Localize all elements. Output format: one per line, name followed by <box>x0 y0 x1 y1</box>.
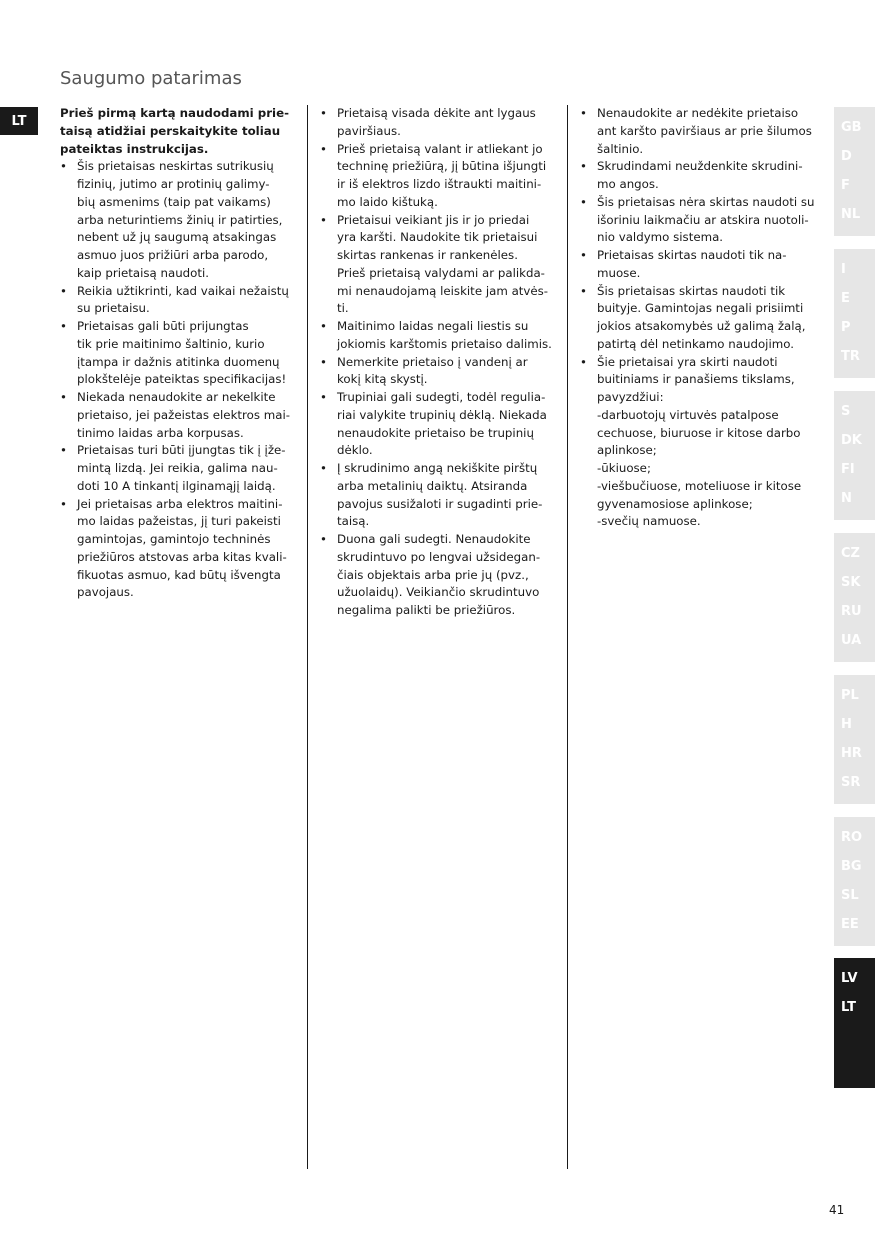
language-group <box>834 958 875 1088</box>
bullet-icon: • <box>580 354 587 369</box>
list-item-text: Prieš prietaisą valant ir atliekant jo techninę priežiūrą, jį būtina išjungti ir iš elektros lizdo ištraukti maitini- mo laido kištuką. <box>337 141 547 209</box>
list-item-text: Prietaisas gali būti prijungtas tik prie maitinimo šaltinio, kurio įtampa ir dažnis atitinka duomenų plokštelėje pateiktas specifikacijas! <box>77 319 287 387</box>
list-item-text: Trupiniai gali sudegti, todėl regulia- riai valykite trupinių dėklą. Niekada nenaudokite prietaiso be trupinių dėklo. <box>337 390 547 458</box>
bullet-icon: • <box>320 106 327 120</box>
list-item <box>580 283 818 354</box>
list-item <box>320 354 558 390</box>
list-item-text: Nenaudokite ar nedėkite prietaiso ant karšto paviršiaus ar prie šilumos šaltinio. <box>597 106 812 156</box>
language-code[interactable]: P <box>841 320 851 335</box>
list-item-text: Maitinimo laidas negali liestis su jokiomis karštomis prietaiso dalimis. <box>337 319 552 351</box>
language-code[interactable]: N <box>841 491 852 506</box>
language-code[interactable]: LV <box>841 971 858 986</box>
language-code[interactable]: FI <box>841 462 855 477</box>
bullet-icon: • <box>580 194 587 209</box>
column-1 <box>60 105 296 602</box>
language-code[interactable]: E <box>841 291 850 306</box>
list-item <box>580 105 818 158</box>
list-item-text: Jei prietaisas arba elektros maitini- mo laidas pažeistas, jį turi pakeisti gamintojas, gamintojo techninės priežiūros atstovas arba kitas kvali- fikuotas asmuo, kad būtų išvengta pavojaus. <box>77 496 287 600</box>
bullet-icon: • <box>60 496 67 511</box>
language-code[interactable]: NL <box>841 207 861 222</box>
list-item-text: Į skrudinimo angą nekiškite pirštų arba metalinių daiktų. Atsiranda pavojus susižaloti ir sugadinti prie- taisą. <box>337 461 543 529</box>
list-item <box>320 318 558 354</box>
page-number: 41 <box>829 1203 845 1217</box>
bullet-icon: • <box>60 283 67 298</box>
list-item-text: Skrudindami neuždenkite skrudini- mo angos. <box>597 159 803 191</box>
language-group <box>834 533 875 662</box>
bullet-icon: • <box>580 283 587 298</box>
page-title: Saugumo patarimas <box>60 68 242 89</box>
list-item <box>320 105 558 141</box>
list-item <box>320 389 558 460</box>
list-item <box>60 389 296 442</box>
bullet-icon: • <box>60 390 67 404</box>
safety-list <box>60 158 296 602</box>
bullet-icon: • <box>60 319 67 333</box>
language-code[interactable]: I <box>841 262 846 277</box>
list-item-text: Šie prietaisai yra skirti naudoti buitiniams ir panašiems tikslams, pavyzdžiui: -darbuotojų virtuvės patalpose cechuose, biuruose ir kitose darbo aplinkose; -ūkiuose; -viešbučiuose, moteliuose ir kitose gyvenamosiose aplinkose; -svečių namuose. <box>597 354 802 529</box>
list-item-text: Reikia užtikrinti, kad vaikai nežaistų su prietaisu. <box>77 283 289 316</box>
language-code[interactable]: D <box>841 149 852 164</box>
language-code[interactable]: EE <box>841 917 859 932</box>
list-item <box>320 460 558 531</box>
list-item <box>320 141 558 212</box>
language-code[interactable]: UA <box>841 633 862 648</box>
column-divider <box>307 105 308 1169</box>
language-code[interactable]: RU <box>841 604 862 619</box>
language-code[interactable]: TR <box>841 349 860 364</box>
language-group <box>834 817 875 946</box>
bullet-icon: • <box>60 159 67 174</box>
list-item <box>320 531 558 620</box>
bullet-icon: • <box>320 532 327 546</box>
list-item-text: Prietaisas skirtas naudoti tik na- muose. <box>597 248 787 280</box>
bullet-icon: • <box>320 461 327 475</box>
bullet-icon: • <box>320 141 327 156</box>
bullet-icon: • <box>580 106 587 120</box>
bullet-icon: • <box>320 390 327 404</box>
list-item <box>60 158 296 282</box>
list-item <box>320 212 558 319</box>
column-3 <box>580 105 818 531</box>
language-group <box>834 675 875 804</box>
list-item <box>580 158 818 194</box>
list-item <box>580 194 818 247</box>
list-item <box>60 318 296 389</box>
language-code[interactable]: SK <box>841 575 861 590</box>
language-code[interactable]: RO <box>841 830 863 845</box>
list-item-text: Prietaisui veikiant jis ir jo priedai yra karšti. Naudokite tik prietaisui skirtas rankenas ir rankenėles. Prieš prietaisą valydami ar palikda- mi nenaudojamą leiskite jam atvės- ti. <box>337 212 549 316</box>
language-code[interactable]: SR <box>841 775 861 790</box>
bullet-icon: • <box>320 354 327 369</box>
language-code[interactable]: PL <box>841 688 859 703</box>
language-group <box>834 107 875 236</box>
language-code[interactable]: H <box>841 717 852 732</box>
intro-text: Prieš pirmą kartą naudodami prie- taisą atidžiai perskaitykite toliau pateiktas instrukcijas. <box>60 106 289 156</box>
language-code[interactable]: GB <box>841 120 862 135</box>
language-code[interactable]: S <box>841 404 851 419</box>
language-code[interactable]: DK <box>841 433 862 448</box>
bullet-icon: • <box>320 212 327 227</box>
language-code[interactable]: SL <box>841 888 859 903</box>
list-item-text: Šis prietaisas skirtas naudoti tik buityje. Gamintojas negali prisiimti jokios atsakomybės už galimą žalą, patirtą dėl netinkamo naudojimo. <box>597 283 806 351</box>
list-item-text: Prietaisą visada dėkite ant lygaus paviršiaus. <box>337 106 536 138</box>
list-item-text: Niekada nenaudokite ar nekelkite prietaiso, jei pažeistas elektros mai- tinimo laidas arba korpusas. <box>77 390 290 440</box>
language-code[interactable]: BG <box>841 859 862 874</box>
list-item-text: Šis prietaisas neskirtas sutrikusių fizinių, jutimo ar protinių galimy- bių asmenims (taip pat vaikams) arba neturintiems žinių ir patirties, nebent už jų saugumą atsakingas asmuo juos prižiūri arba parodo, kaip prietaisą naudoti. <box>77 159 283 280</box>
bullet-icon: • <box>580 248 587 262</box>
list-item-text: Duona gali sudegti. Nenaudokite skrudintuvo po lengvai užsidegan- čiais objektais arba prie jų (pvz., užuolaidų). Veikiančio skrudintuvo negalima palikti be priežiūros. <box>337 532 541 617</box>
language-group <box>834 391 875 520</box>
list-item <box>60 442 296 495</box>
language-code[interactable]: LT <box>841 1000 856 1015</box>
language-group <box>834 249 875 378</box>
bullet-icon: • <box>320 319 327 333</box>
bullet-icon: • <box>580 159 587 174</box>
list-item-text: Prietaisas turi būti įjungtas tik į įže- mintą lizdą. Jei reikia, galima nau- doti 10 A tinkantį ilginamąjį laidą. <box>77 443 286 493</box>
bullet-icon: • <box>60 443 67 458</box>
list-item-text: Šis prietaisas nėra skirtas naudoti su išoriniu laikmačiu ar atskira nuotoli- nio valdymo sistema. <box>597 194 815 245</box>
list-item <box>580 247 818 283</box>
list-item <box>60 496 296 603</box>
safety-list <box>320 105 558 620</box>
language-code[interactable]: CZ <box>841 546 860 561</box>
safety-list <box>580 105 818 531</box>
list-item <box>580 354 818 532</box>
list-item-text: Nemerkite prietaiso į vandenį ar kokį kitą skystį. <box>337 354 528 387</box>
language-code[interactable]: F <box>841 178 850 193</box>
list-item <box>60 283 296 319</box>
column-2 <box>320 105 558 620</box>
language-code[interactable]: HR <box>841 746 862 761</box>
column-divider <box>567 105 568 1169</box>
language-badge: LT <box>0 107 38 135</box>
